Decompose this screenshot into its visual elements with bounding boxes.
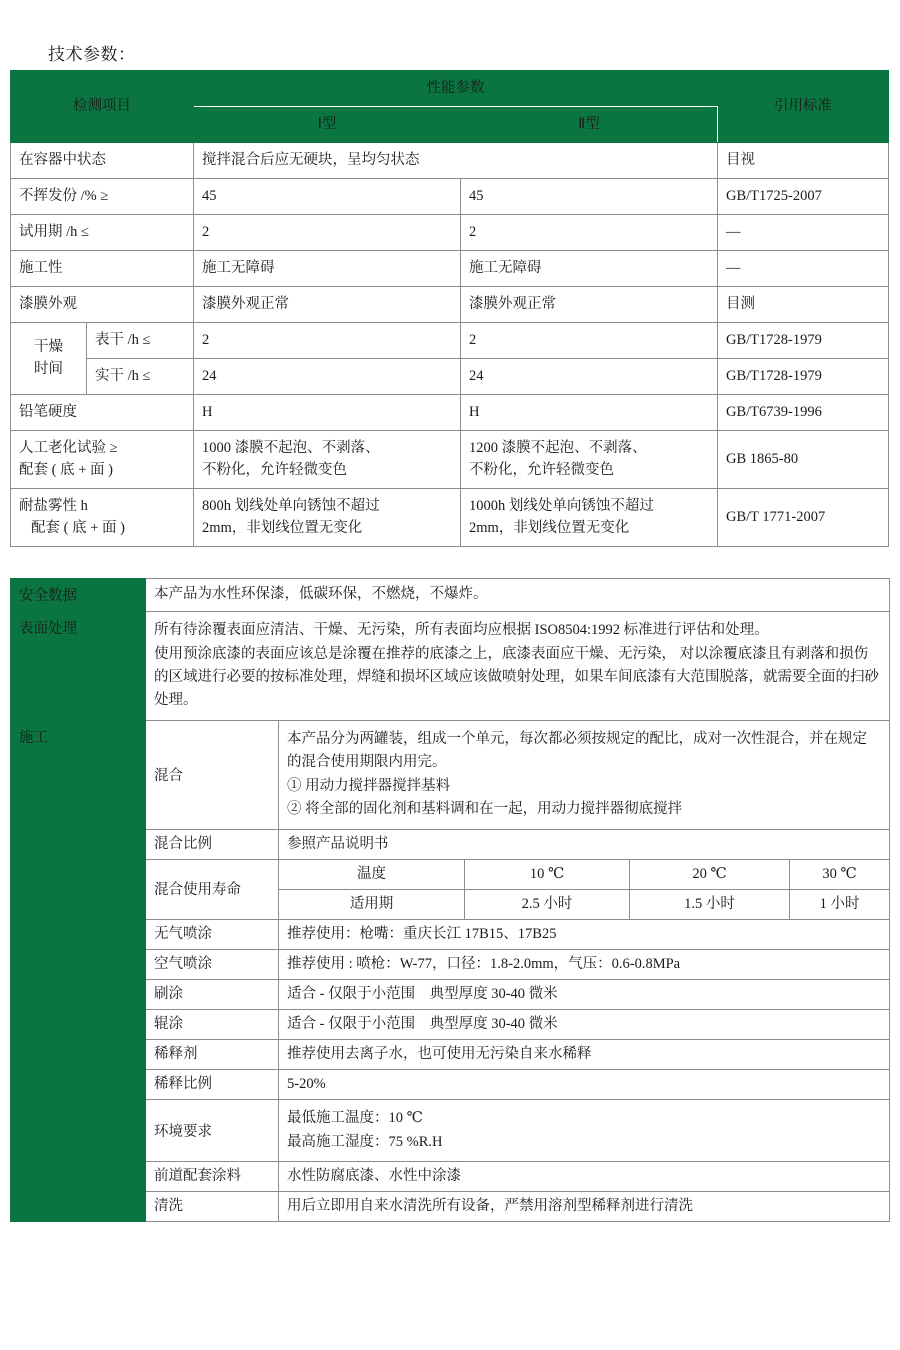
drying-label-line2: 时间 [34, 360, 63, 377]
row-value-merged: 搅拌混合后应无硬块，呈均匀状态 [194, 143, 718, 179]
table-row [11, 489, 889, 547]
row-standard: — [718, 215, 889, 251]
row-label: 漆膜外观 [11, 287, 194, 323]
row-standard: GB/T 1771-2007 [718, 489, 889, 547]
roller-label: 辊涂 [146, 1009, 279, 1039]
air-spray-value: 推荐使用 : 喷枪：W-77，口径：1.8-2.0mm，气压：0.6-0.8MPa [279, 949, 890, 979]
safety-data-text: 本产品为水性环保漆，低碳环保，不燃烧，不爆炸。 [146, 579, 890, 612]
brush-value: 适合 - 仅限于小范围 典型厚度 30-40 微米 [279, 979, 890, 1009]
specification-table [10, 578, 890, 1222]
page-title: 技术参数： [48, 45, 136, 64]
construction-mix-row [11, 720, 890, 829]
mix-ratio-label: 混合比例 [146, 829, 279, 859]
airless-spray-label: 无气喷涂 [146, 919, 279, 949]
row-label-line2: 配套 ( 底 + 面 ) [31, 519, 125, 536]
header-type-2: Ⅱ型 [461, 107, 718, 143]
row-standard: — [718, 251, 889, 287]
environment-content [279, 1100, 890, 1162]
pot-life-header-period: 适用期 [279, 889, 465, 919]
drying-label-line1: 干燥 [34, 339, 63, 356]
environment-label: 环境要求 [146, 1100, 279, 1162]
row-label: 不挥发份 /% ≥ [11, 179, 194, 215]
table-row [11, 287, 889, 323]
pot-life-header-temp: 温度 [279, 859, 465, 889]
row-value-type2 [461, 431, 718, 489]
environment-line-1: 最低施工温度：10 ℃ [287, 1110, 423, 1127]
safety-data-row [11, 579, 890, 612]
pot-life-temp-20: 20 ℃ [630, 859, 790, 889]
type1-line2: 2mm，非划线位置无变化 [202, 519, 363, 536]
surface-treatment-row [11, 612, 890, 721]
row-label: 铅笔硬度 [11, 395, 194, 431]
type1-line1: 1000 漆膜不起泡、不剥落、 [202, 440, 380, 457]
pot-life-temp-10: 10 ℃ [465, 859, 630, 889]
row-value-type1: 2 [194, 323, 461, 359]
row-label: 施工性 [11, 251, 194, 287]
header-type-1: Ⅰ型 [194, 107, 461, 143]
pot-life-value-10: 2.5 小时 [465, 889, 630, 919]
row-value-type2: 漆膜外观正常 [461, 287, 718, 323]
surface-treatment-text [146, 612, 890, 721]
type2-line1: 1000h 划线处单向锈蚀不超过 [469, 498, 654, 515]
drying-sub-label: 表干 /h ≤ [87, 323, 194, 359]
drying-time-group-label [11, 323, 87, 395]
mix-line-2: ① 用动力搅拌器搅拌基料 [287, 777, 451, 794]
environment-line-2: 最高施工湿度：75 %R.H [287, 1133, 443, 1150]
safety-data-label: 安全数据 [11, 579, 146, 612]
thinner-ratio-value: 5-20% [279, 1070, 890, 1100]
row-value-type1: 施工无障碍 [194, 251, 461, 287]
type2-line1: 1200 漆膜不起泡、不剥落、 [469, 440, 647, 457]
type1-line2: 不粉化，允许轻微变色 [202, 461, 347, 478]
drying-sub-label: 实干 /h ≤ [87, 359, 194, 395]
row-value-type2: 2 [461, 215, 718, 251]
previous-coating-value: 水性防腐底漆、水性中涂漆 [279, 1162, 890, 1192]
header-standard: 引用标准 [718, 71, 889, 143]
surface-paragraph-2: 使用预涂底漆的表面应该总是涂覆在推荐的底漆之上，底漆表面应干燥、无污染， 对以涂覆底漆且有剥落和损伤的区域进行必要的按标准处理，焊缝和损坏区域应该做喷射处理，如果车间底漆有大范围脱落，就需要全面的扫砂处理。 [154, 645, 879, 709]
pot-life-value-30: 1 小时 [790, 889, 890, 919]
row-standard: 目测 [718, 287, 889, 323]
row-value-type1: H [194, 395, 461, 431]
row-label [11, 489, 194, 547]
row-label [11, 431, 194, 489]
row-value-type1: 2 [194, 215, 461, 251]
cleaning-label: 清洗 [146, 1192, 279, 1222]
mix-line-3: ② 将全部的固化剂和基料调和在一起，用动力搅拌器彻底搅拌 [287, 801, 683, 818]
roller-value: 适合 - 仅限于小范围 典型厚度 30-40 微米 [279, 1009, 890, 1039]
header-inspection-item: 检测项目 [11, 71, 194, 143]
row-value-type1 [194, 489, 461, 547]
row-value-type1: 24 [194, 359, 461, 395]
row-standard: GB 1865-80 [718, 431, 889, 489]
row-standard: GB/T1728-1979 [718, 359, 889, 395]
previous-coating-label: 前道配套涂料 [146, 1162, 279, 1192]
table-row [11, 143, 889, 179]
thinner-value: 推荐使用去离子水，也可使用无污染自来水稀释 [279, 1040, 890, 1070]
row-label-line1: 耐盐雾性 h [19, 498, 88, 515]
table-header-row [11, 71, 889, 107]
thinner-ratio-label: 稀释比例 [146, 1070, 279, 1100]
table-row [11, 431, 889, 489]
table-row-drying-surface [11, 323, 889, 359]
row-standard: 目视 [718, 143, 889, 179]
thinner-label: 稀释剂 [146, 1040, 279, 1070]
air-spray-label: 空气喷涂 [146, 949, 279, 979]
row-standard: GB/T1725-2007 [718, 179, 889, 215]
airless-spray-value: 推荐使用：枪嘴：重庆长江 17B15、17B25 [279, 919, 890, 949]
row-value-type2: 2 [461, 323, 718, 359]
mix-ratio-value: 参照产品说明书 [279, 829, 890, 859]
row-value-type1: 45 [194, 179, 461, 215]
type2-line2: 不粉化，允许轻微变色 [469, 461, 614, 478]
table-row [11, 179, 889, 215]
row-label-line1: 人工老化试验 ≥ [19, 440, 118, 457]
mix-label: 混合 [146, 720, 279, 829]
type2-line2: 2mm，非划线位置无变化 [469, 519, 630, 536]
brush-label: 刷涂 [146, 979, 279, 1009]
header-performance: 性能参数 [194, 71, 718, 107]
table-row [11, 251, 889, 287]
row-value-type2: 施工无障碍 [461, 251, 718, 287]
row-standard: GB/T1728-1979 [718, 323, 889, 359]
row-value-type2: H [461, 395, 718, 431]
mix-content [279, 720, 890, 829]
surface-treatment-label: 表面处理 [11, 612, 146, 721]
row-label: 试用期 /h ≤ [11, 215, 194, 251]
row-value-type1: 漆膜外观正常 [194, 287, 461, 323]
table-row-drying-hard [11, 359, 889, 395]
mix-line-1: 本产品分为两罐装，组成一个单元，每次都必须按规定的配比，成对一次性混合，并在规定的混合使用期限内用完。 [287, 730, 867, 771]
row-value-type1 [194, 431, 461, 489]
row-label: 在容器中状态 [11, 143, 194, 179]
row-standard: GB/T6739-1996 [718, 395, 889, 431]
pot-life-label: 混合使用寿命 [146, 859, 279, 919]
cleaning-value: 用后立即用自来水清洗所有设备，严禁用溶剂型稀释剂进行清洗 [279, 1192, 890, 1222]
type1-line1: 800h 划线处单向锈蚀不超过 [202, 498, 380, 515]
table-row [11, 215, 889, 251]
row-value-type2: 45 [461, 179, 718, 215]
row-value-type2: 24 [461, 359, 718, 395]
pot-life-value-20: 1.5 小时 [630, 889, 790, 919]
table-row [11, 395, 889, 431]
row-value-type2 [461, 489, 718, 547]
pot-life-temp-30: 30 ℃ [790, 859, 890, 889]
technical-parameters-table [10, 70, 889, 547]
construction-label: 施工 [11, 720, 146, 1221]
surface-paragraph-1: 所有待涂覆表面应清洁、干燥、无污染，所有表面均应根据 ISO8504:1992 标准进行评估和处理。 [154, 622, 769, 639]
row-label-line2: 配套 ( 底 + 面 ) [19, 461, 113, 478]
